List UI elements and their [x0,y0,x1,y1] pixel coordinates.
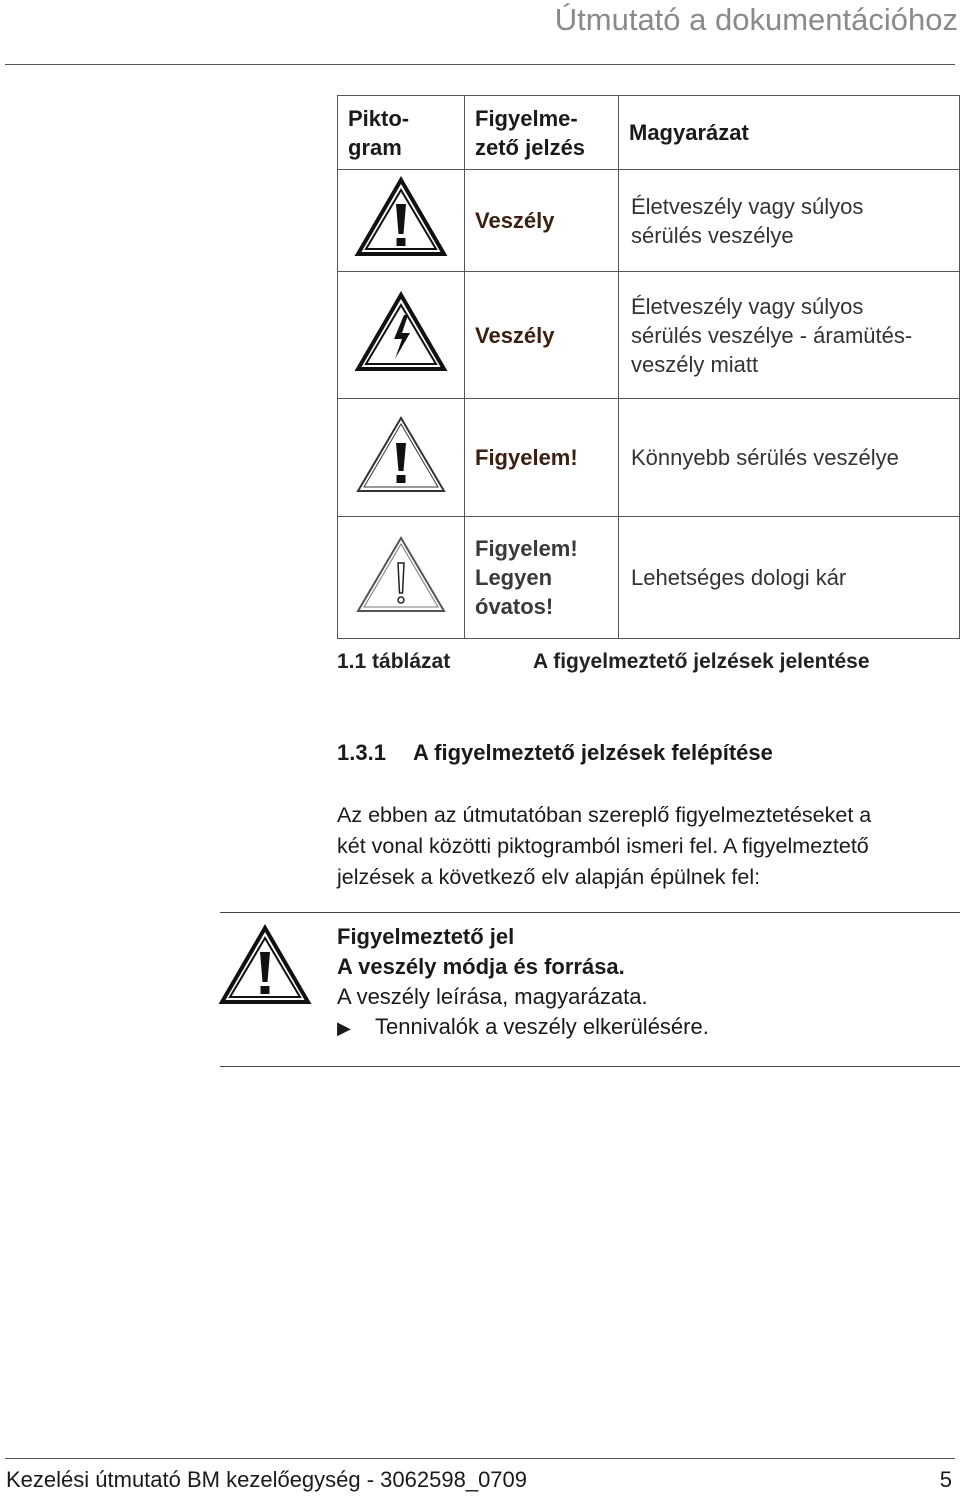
explanation-line: Életveszély vagy súlyos [631,293,864,319]
pictogram-cell [338,272,465,399]
explanation-line: sérülés veszélye [631,222,794,248]
page-header-title: Útmutató a dokumentációhoz [554,2,958,37]
section-number: 1.3.1 [337,740,386,765]
section-heading [337,740,773,766]
action-line: Tennivalók a veszély elkerülésére. [375,1014,709,1039]
warning-bottom-rule [220,1066,960,1067]
table-row [338,399,960,517]
explanation-line: sérülés veszélye - áramütés- [631,322,913,348]
explanation-line: Életveszély vagy súlyos [631,193,864,219]
signal-cell [465,170,619,272]
section-title: A figyelmeztető jelzések felépítése [413,740,773,765]
footer-rule [5,1458,955,1459]
signal-word: Veszély [475,322,555,348]
signal-cell [465,399,619,517]
warning-top-rule [220,912,960,913]
electrical-hazard-icon [354,291,448,373]
warning-exclamation-outline-icon [354,413,448,495]
signal-word: Legyen [475,565,553,590]
table-row [338,170,960,272]
signal-cell [465,272,619,399]
header-line: Pikto- [348,105,410,131]
warning-exclamation-icon [354,176,448,258]
warning-signals-table [337,95,960,639]
signal-word: Figyelem! [475,536,578,561]
table-row [338,272,960,399]
header-signal [465,96,619,170]
explanation-cell [619,272,960,399]
explanation-cell [619,517,960,639]
explanation-line: veszély miatt [631,351,759,377]
caution-thin-exclamation-icon [354,533,448,615]
table-row [338,517,960,639]
body-line: két vonal közötti piktogramból ismeri fel. A figyelmeztető [337,834,869,858]
footer-document-title: Kezelési útmutató BM kezelőegység - 3062598_0709 [6,1467,528,1492]
header-explanation [619,96,960,170]
signal-cell [465,517,619,639]
header-line: gram [348,134,402,160]
signal-word-line: Figyelmeztető jel [337,924,515,949]
table-caption-number: 1.1 táblázat [337,650,451,673]
pictogram-cell [338,170,465,272]
header-pictogram [338,96,465,170]
body-line: Az ebben az útmutatóban szereplő figyelmeztetéseket a [337,803,872,827]
header-line: Figyelme- [475,105,578,131]
header-line: Magyarázat [629,120,749,145]
table-caption-text: A figyelmeztető jelzések jelentése [533,650,870,673]
bullet-arrow-icon: ▶ [337,1018,351,1038]
header-rule [5,64,955,65]
signal-word: óvatos! [475,594,554,619]
explanation-line: Könnyebb sérülés veszélye [631,445,899,470]
explanation-cell [619,399,960,517]
pictogram-cell [338,399,465,517]
signal-word: Figyelem! [475,445,578,470]
explanation-cell [619,170,960,272]
page-number: 5 [939,1467,952,1492]
warning-exclamation-icon [218,924,312,1006]
body-line: jelzések a következő elv alapján épülnek fel: [337,865,761,889]
header-line: zető jelzés [475,134,586,160]
section-body [337,800,957,893]
hazard-line: A veszély módja és forrása. [337,954,625,979]
pictogram-cell [338,517,465,639]
description-line: A veszély leírása, magyarázata. [337,984,648,1009]
warning-structure-example [337,922,709,1043]
signal-word: Veszély [475,208,555,233]
table-header-row [338,96,960,170]
explanation-line: Lehetséges dologi kár [631,565,847,590]
action-step [337,1012,709,1043]
